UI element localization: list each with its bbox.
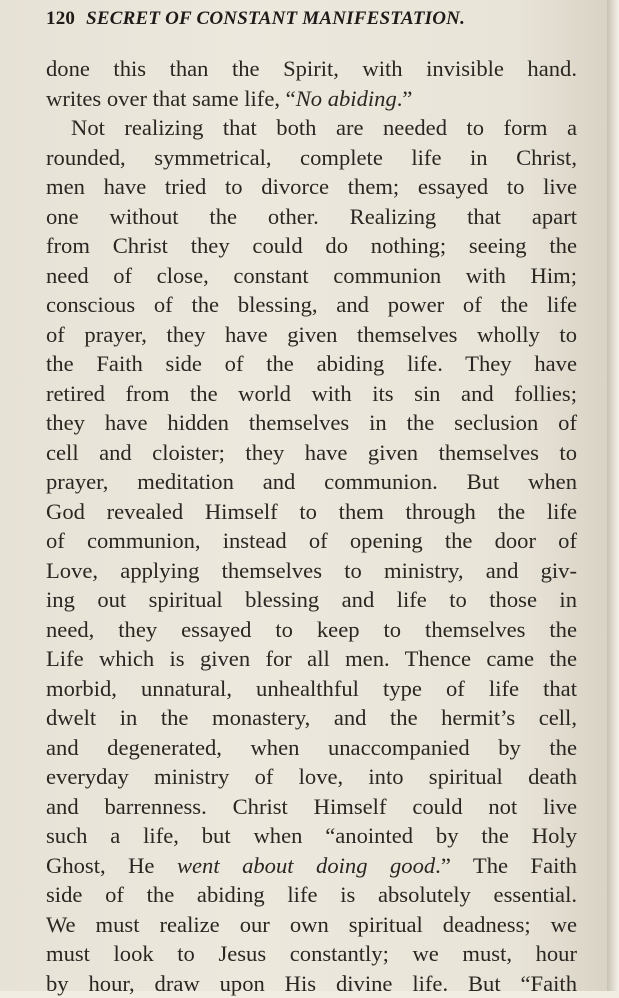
text-segment: Love, applying themselves to ministry, and giv- [46,558,577,583]
text-segment: Life which is given for all men. Thence came the [46,646,577,671]
italic-phrase: went about doing good [177,853,435,878]
text-segment: one without the other. Realizing that apart [46,204,577,229]
text-segment: need, they essayed to keep to themselves the [46,617,577,642]
text-line [46,703,577,733]
text-segment: prayer, meditation and communion. But when [46,469,577,494]
text-segment: Not realizing that both are needed to form a [71,115,577,140]
text-line [46,261,577,291]
text-segment: done this than the Spirit, with invisible hand. [46,56,577,81]
text-segment: the Faith side of the abiding life. They have [46,351,577,376]
text-segment: dwelt in the monastery, and the hermit’s cell, [46,705,577,730]
text-line [46,821,577,851]
text-line [46,556,577,586]
text-segment: men have tried to divorce them; essayed to live [46,174,577,199]
text-segment: God revealed Himself to them through the life [46,499,577,524]
text-line [46,408,577,438]
text-line [46,143,577,173]
text-segment: and degenerated, when unaccompanied by the [46,735,577,760]
text-segment: of communion, instead of opening the door of [46,528,577,553]
text-segment: they have hidden themselves in the seclusion of [46,410,577,435]
text-line [46,526,577,556]
text-line [46,851,577,881]
text-segment: and barrenness. Christ Himself could not live [46,794,577,819]
text-line [46,585,577,615]
text-line [46,379,577,409]
text-line [46,320,577,350]
text-line [46,733,577,763]
text-segment: .” [397,86,413,111]
text-segment: .” The Faith [435,853,577,878]
text-segment: morbid, unnatural, unhealthful type of life that [46,676,577,701]
text-segment: Ghost, He [46,853,177,878]
text-line [46,910,577,940]
text-segment: cell and cloister; they have given themselves to [46,440,577,465]
text-line [46,674,577,704]
running-header [46,8,577,30]
text-segment: of prayer, they have given themselves wholly to [46,322,577,347]
text-segment: rounded, symmetrical, complete life in Christ, [46,145,577,170]
text-line [46,113,577,143]
page-edge [607,0,619,991]
text-line [46,615,577,645]
text-line [46,84,577,114]
text-segment: We must realize our own spiritual deadness; we [46,912,577,937]
text-segment: writes over that same life, “ [46,86,296,111]
text-segment: side of the abiding life is absolutely essential. [46,882,577,907]
text-line [46,792,577,822]
text-segment: need of close, constant communion with Him; [46,263,577,288]
text-line [46,467,577,497]
text-line [46,762,577,792]
text-segment: by hour, draw upon His divine life. But “Faith [46,971,577,996]
text-segment: ing out spiritual blessing and life to those in [46,587,577,612]
text-segment: conscious of the blessing, and power of the life [46,292,577,317]
text-segment: everyday ministry of love, into spiritual death [46,764,577,789]
text-line [46,349,577,379]
text-line [46,438,577,468]
text-segment: retired from the world with its sin and follies; [46,381,577,406]
text-line [46,290,577,320]
text-segment: such a life, but when “anointed by the Holy [46,823,577,848]
text-line [46,54,577,84]
text-line [46,202,577,232]
text-line [46,231,577,261]
text-line [46,497,577,527]
text-line [46,880,577,910]
italic-phrase: No abiding [296,86,397,111]
text-segment: must look to Jesus constantly; we must, hour [46,941,577,966]
text-segment: from Christ they could do nothing; seeing the [46,233,577,258]
text-line [46,939,577,969]
text-line [46,644,577,674]
body-text [46,54,577,998]
text-line [46,172,577,202]
running-title: SECRET OF CONSTANT MANIFESTATION. [86,8,465,29]
text-line [46,969,577,998]
page-number: 120 [46,8,75,29]
